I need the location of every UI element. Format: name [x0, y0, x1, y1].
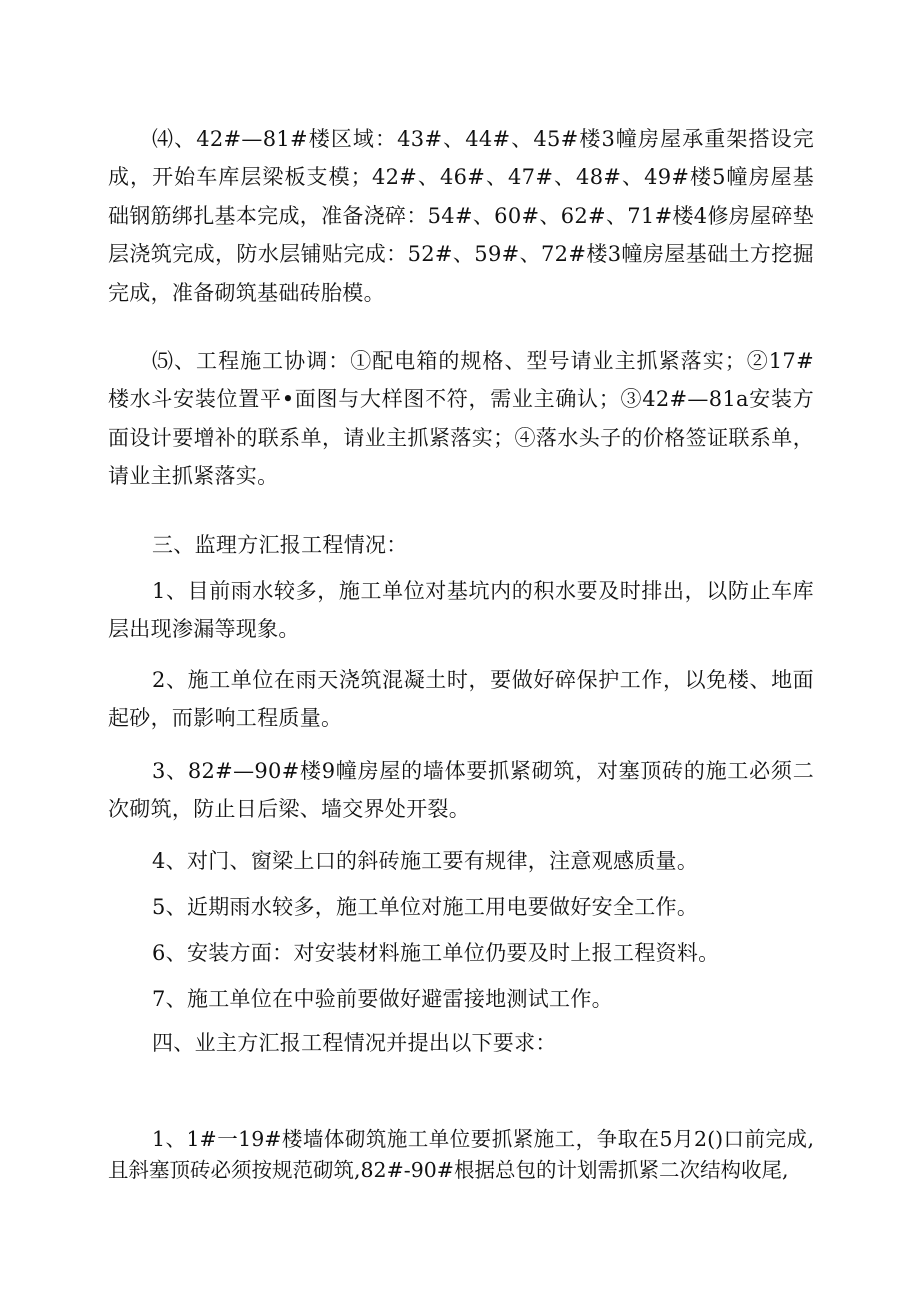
- paragraph-coordination: ⑸、工程施工协调：①配电箱的规格、型号请业主抓紧落实；②17#楼水斗安装位置平•面图与大样图不符，需业主确认；③42#—81a安装方面设计要增补的联系单，请业主抓紧落实；④落水头子的价格签证联系单，请业主抓紧落实。: [108, 349, 814, 489]
- paragraph-supervisor-item-6: 6、安装方面：对安装材料施工单位仍要及时上报工程资料。: [152, 941, 720, 965]
- paragraph-supervisor-item-4: 4、对门、窗梁上口的斜砖施工要有规律，注意观感质量。: [152, 849, 699, 873]
- paragraph-supervisor-item-7: 7、施工单位在中验前要做好避雷接地测试工作。: [152, 987, 613, 1011]
- paragraph-supervisor-item-3: 3、82#—90#楼9幢房屋的墙体要抓紧砌筑，对塞顶砖的施工必须二次砌筑，防止日后梁、墙交界处开裂。: [108, 759, 814, 822]
- section-heading-supervisor: 三、监理方汇报工程情况：: [152, 533, 408, 557]
- paragraph-area-42-81: ⑷、42#—81#楼区域：43#、44#、45#楼3幢房屋承重架搭设完成，开始车库层梁板支模；42#、46#、47#、48#、49#楼5幢房屋基础钢筋绑扎基本完成，准备浇碎：54#、60#、62#、71#楼4修房屋碎垫层浇筑完成，防水层铺贴完成：52#、59#、72#楼3幢房屋基础土方挖掘完成，准备砌筑基础砖胎模。: [108, 127, 814, 305]
- section-heading-owner: 四、业主方汇报工程情况并提出以下要求：: [152, 1031, 557, 1055]
- paragraph-supervisor-item-2: 2、施工单位在雨天浇筑混凝土时，要做好碎保护工作，以免楼、地面起砂，而影响工程质量。: [108, 668, 814, 731]
- paragraph-supervisor-item-1: 1、目前雨水较多，施工单位对基坑内的积水要及时排出，以防止车库层出现渗漏等现象。: [108, 579, 814, 642]
- paragraph-owner-item-1: 1、1#一19#楼墙体砌筑施工单位要抓紧施工，争取在5月2()口前完成,且斜塞顶砖必须按规范砌筑,82#-90#根据总包的计划需抓紧二次结构收尾,: [108, 1127, 814, 1182]
- paragraph-supervisor-item-5: 5、近期雨水较多，施工单位对施工用电要做好安全工作。: [152, 895, 699, 919]
